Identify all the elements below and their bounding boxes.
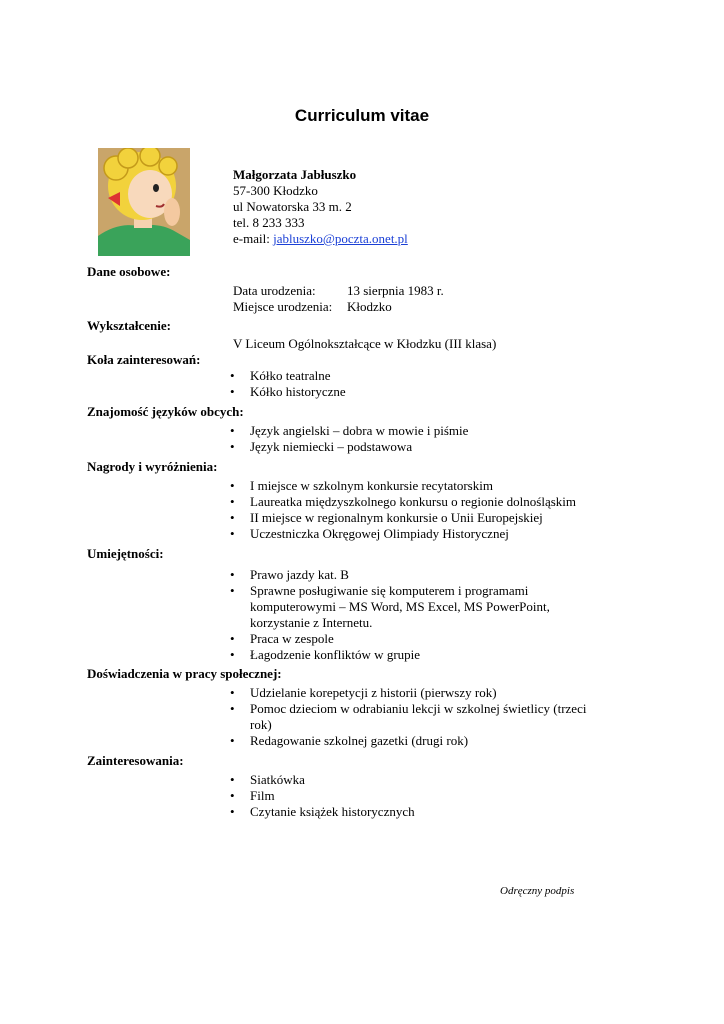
contact-block [233, 167, 408, 247]
list-item: • Film [228, 788, 608, 804]
full-name: Małgorzata Jabłuszko [233, 167, 357, 182]
list-item: • Pomoc dzieciom w odrabianiu lekcji w szkolnej świetlicy (trzeci rok) [228, 701, 608, 733]
list-item: • Redagowanie szkolnej gazetki (drugi rok) [228, 733, 608, 749]
list-item: • Siatkówka [228, 772, 608, 788]
postal-code-city: 57-300 Kłodzko [233, 183, 318, 198]
social-list [228, 685, 608, 749]
section-education-label: Wykształcenie: [87, 318, 171, 333]
section-languages-label: Znajomość języków obcych: [87, 404, 244, 419]
list-item: • I miejsce w szkolnym konkursie recytatorskim [228, 478, 608, 494]
phone-number: tel. 8 233 333 [233, 215, 305, 230]
list-item: • Udzielanie korepetycji z historii (pierwszy rok) [228, 685, 608, 701]
list-item: • Łagodzenie konfliktów w grupie [228, 647, 598, 663]
list-item: • Prawo jazdy kat. B [228, 567, 598, 583]
education-value: V Liceum Ogólnokształcące w Kłodzku (III klasa) [233, 336, 497, 351]
profile-picture [98, 148, 190, 256]
street-address: ul Nowatorska 33 m. 2 [233, 199, 352, 214]
section-awards-label: Nagrody i wyróżnienia: [87, 459, 218, 474]
birth-place-label: Miejsce urodzenia: [233, 299, 333, 314]
list-item: • Sprawne posługiwanie się komputerem i programami komputerowymi – MS Word, MS Excel, MS PowerPoint, korzystanie z Internetu. [228, 583, 598, 631]
birth-place-value: Kłodzko [347, 299, 392, 314]
clubs-list [228, 368, 608, 400]
section-personal-label: Dane osobowe: [87, 264, 171, 279]
list-item: • II miejsce w regionalnym konkursie o Unii Europejskiej [228, 510, 608, 526]
section-interests-label: Zainteresowania: [87, 753, 184, 768]
signature-placeholder: Odręczny podpis [500, 885, 575, 897]
email-line [233, 231, 408, 247]
birth-date-label: Data urodzenia: [233, 283, 316, 298]
birth-place-row [233, 299, 392, 315]
section-clubs-label: Koła zainteresowań: [87, 352, 201, 367]
list-item: • Praca w zespole [228, 631, 598, 647]
list-item: • Język niemiecki – podstawowa [228, 439, 608, 455]
languages-list [228, 423, 608, 455]
interests-list [228, 772, 608, 820]
list-item: • Laureatka międzyszkolnego konkursu o regionie dolnośląskim [228, 494, 608, 510]
list-item: • Język angielski – dobra w mowie i piśmie [228, 423, 608, 439]
birth-date-value: 13 sierpnia 1983 r. [347, 283, 444, 298]
birth-date-row [233, 283, 444, 299]
list-item: • Uczestniczka Okręgowej Olimpiady Historycznej [228, 526, 608, 542]
skills-list [228, 567, 598, 663]
section-skills-label: Umiejętności: [87, 546, 164, 561]
list-item: • Kółko historyczne [228, 384, 608, 400]
list-item: • Czytanie książek historycznych [228, 804, 608, 820]
email-link[interactable]: jabluszko@poczta.onet.pl [273, 231, 408, 246]
section-social-label: Doświadczenia w pracy społecznej: [87, 666, 282, 681]
list-item: • Kółko teatralne [228, 368, 608, 384]
page-title: Curriculum vitae [294, 106, 430, 125]
awards-list [228, 478, 608, 542]
email-label: e-mail: [233, 231, 274, 246]
